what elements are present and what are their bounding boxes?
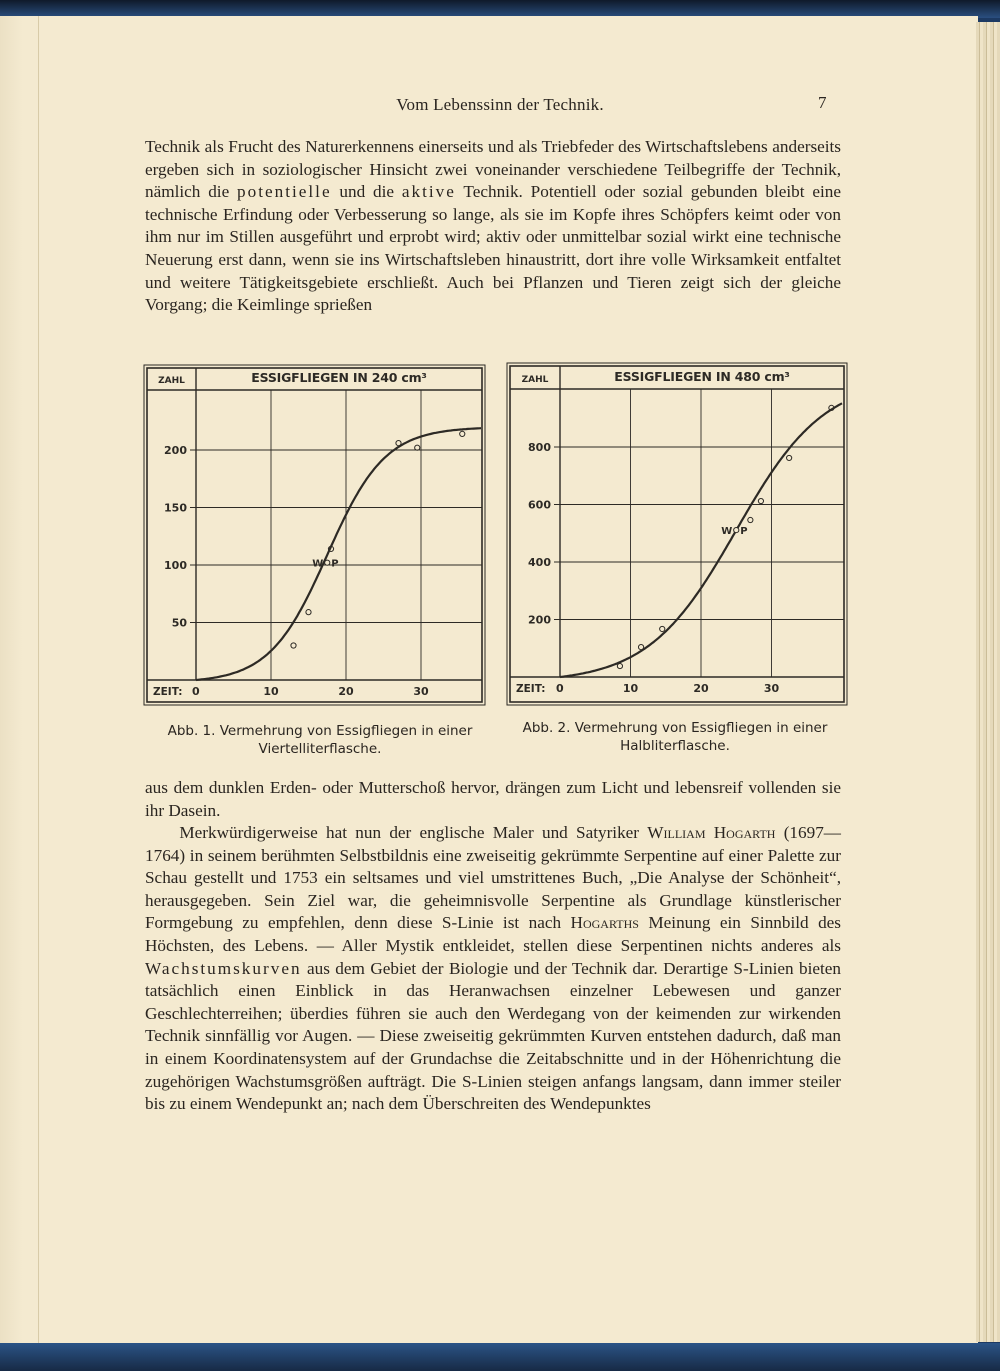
data-point <box>660 626 665 631</box>
x-tick-label: 0 <box>192 685 200 698</box>
paragraph-1-text-c: Technik. Potentiell oder sozial gebunden bleibt eine technische Erfindung oder Verbesserung so lange, als sie im Kopfe ihres Schöpfers keimt oder von ihm nur im Stillen ausgeführt und erprobt wird; aktiv oder unmittelbar sozial wirkt eine technische Neuerung erst dann, wenn sie ins Wirtschaftsleben hinaustritt, dort ihre volle Wirksamkeit entfaltet und weitere Tätigkeitsgebiete erschließt. Auch bei Pflanzen und Tieren zeigt sich der gleiche Vorgang; die Keimlinge sprießen <box>145 182 841 315</box>
paragraph-3-text-b: (1697—1764) in seinem berühmten Selbstbildnis eine zweiseitig gekrümmte Serpentine auf einer Palette zur Schau gestellt und 1753 ein seltsames und viel umstrittenes Buch, „Die Analyse der Schönheit“, herausgegeben. Sein Ziel war, die geheimnisvolle Serpentine als Grundlage künstlerischer Formgebung zu empfehlen, denn diese S-Linie ist nach <box>145 823 841 933</box>
data-point <box>638 645 643 650</box>
data-point <box>291 643 296 648</box>
y-tick-label: 200 <box>528 613 551 627</box>
figure-2 <box>506 362 850 708</box>
y-tick-label: 800 <box>528 441 551 454</box>
data-point <box>758 498 763 503</box>
data-point <box>748 517 753 522</box>
x-tick-label: 10 <box>263 685 279 698</box>
chart-1 <box>143 364 488 708</box>
page-edges <box>976 22 1000 1342</box>
y-tick-label: 200 <box>164 444 187 457</box>
figure-1-caption <box>140 722 500 758</box>
chart-outer-frame <box>507 363 847 705</box>
figure-2-caption-line-2: Halbliterflasche. <box>620 738 730 754</box>
page-gutter <box>0 16 39 1345</box>
chart-2 <box>506 362 850 708</box>
paragraph-1 <box>145 136 841 317</box>
figure-2-caption <box>500 719 850 755</box>
chart-2-title: ESSIGFLIEGEN IN 480 cm³ <box>614 369 790 384</box>
chart-inner-frame <box>147 368 482 702</box>
inflection-point-marker <box>734 527 739 532</box>
x-tick-label: 30 <box>413 685 429 698</box>
emphasis-potentielle: potentielle <box>237 182 332 202</box>
paragraph-3 <box>145 822 841 1116</box>
paragraph-3-text-d: aus dem Gebiet der Biologie und der Technik dar. Derartige S-Linien bieten tatsächlich einen Einblick in das Heranwachsen einzelner Lebewesen und ganzer Geschlechterreihen; überdies führen sie auch den Werdegang von der keimenden zur wirkenden Technik sinnfällig vor Augen. — Diese zweiseitig gekrümmten Kurven entstehen dadurch, daß man in einem Koordinatensystem auf der Grundachse die Zeitabschnitte und in der Höhenrichtung die zugehörigen Wachstumsgrößen aufträgt. Die S-Linien steigen anfangs langsam, dann immer steiler bis zu einem Wendepunkt an; nach dem Überschreiten des Wendepunktes <box>145 958 841 1114</box>
figure-1 <box>143 364 488 708</box>
paragraph-3-text-a: Merkwürdigerweise hat nun der englische Maler und Satyriker <box>179 823 648 842</box>
emphasis-wachstumskurven: Wachstumskurven <box>145 958 302 978</box>
y-axis-label: ZAHL <box>521 375 549 385</box>
x-tick-label: 30 <box>763 682 780 695</box>
chart-outer-frame <box>144 365 485 705</box>
paragraph-2: aus dem dunklen Erden- oder Mutterschoß hervor, drängen zum Licht und lebensreif vollenden sie ihr Dasein. <box>145 778 841 820</box>
page-number: 7 <box>818 93 827 112</box>
y-axis-label: ZAHL <box>158 376 185 386</box>
data-point <box>415 445 420 450</box>
chart-1-title: ESSIGFLIEGEN IN 240 cm³ <box>251 370 427 385</box>
paragraph-1-text-b: und die <box>331 182 402 202</box>
y-tick-label: 50 <box>171 616 187 630</box>
figure-2-caption-line-1: Abb. 2. Vermehrung von Essigfliegen in einer <box>522 720 828 736</box>
data-point <box>460 431 465 436</box>
emphasis-aktive: aktive <box>401 182 456 202</box>
growth-curve <box>196 428 481 680</box>
x-tick-label: 10 <box>622 682 639 695</box>
data-point <box>306 610 311 615</box>
paragraph-3-text-c: Meinung ein Sinnbild des Höchsten, des Lebens. — Aller Mystik entkleidet, stellen diese Serpentinen nichts anderes als <box>145 913 841 955</box>
paragraph-1-text-a: Technik als Frucht des Naturerkennens einerseits und als Triebfeder des Wirtschaftslebens anderseits ergeben sich in soziologischer Hinsicht zwei voneinander verschiedene Teilbegriffe der Technik, nämlich die <box>145 137 841 202</box>
book-binding-bottom <box>0 1343 1000 1371</box>
inflection-label-w: W <box>721 526 733 538</box>
figure-1-caption-line-2: Viertelliterflasche. <box>258 741 382 757</box>
running-head: Vom Lebenssinn der Technik. <box>396 95 604 114</box>
data-point <box>617 663 622 668</box>
data-point <box>787 455 792 460</box>
y-tick-label: 400 <box>528 556 551 569</box>
x-tick-label: 20 <box>693 682 709 695</box>
x-tick-label: 0 <box>556 682 564 695</box>
inflection-label-p: P <box>740 526 748 538</box>
y-tick-label: 600 <box>528 498 551 512</box>
inflection-label-p: P <box>331 558 339 570</box>
x-tick-label: 20 <box>338 685 354 698</box>
inflection-label-w: W <box>312 558 324 570</box>
inflection-point-marker <box>325 560 330 565</box>
y-tick-label: 150 <box>164 501 187 515</box>
name-hogarths: Hogarths <box>570 913 639 933</box>
x-axis-label: ZEIT: <box>153 686 183 698</box>
data-point <box>396 441 401 446</box>
x-axis-label: ZEIT: <box>516 683 546 695</box>
name-william-hogarth: William Hogarth <box>647 823 776 842</box>
y-tick-label: 100 <box>164 559 187 572</box>
figure-1-caption-line-1: Abb. 1. Vermehrung von Essigfliegen in einer <box>167 723 473 739</box>
